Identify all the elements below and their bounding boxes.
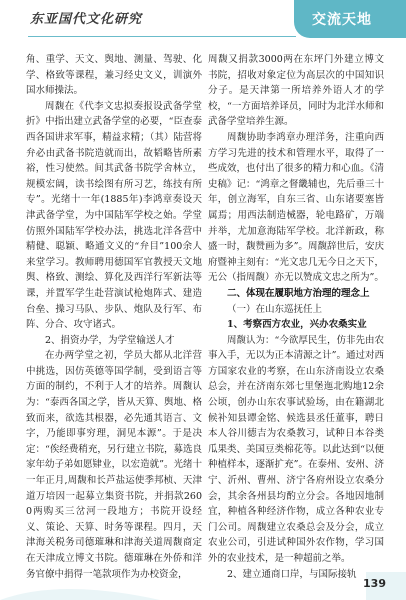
paragraph: 周馥又捐款3000两在东坪门外建立博文书院，招收对象定位为高层次的中国知识分子。是天津第一所培养外语人才的学校，“一方面培养译员，同时为北洋水师和武备学堂培养生源。 [208,54,384,128]
paragraph: 2、捐资办学，为学堂输送人才 [45,334,175,346]
paragraph: 在办两学堂之初，学员大都从北洋营中挑选，因仿英德等国学制，受到语言等方面的制约，不利于人才的培养。周馥认为：“泰西各国之学，皆从天算、舆地、格致而来，欲选其根器，必先通其语言、文字，乃能即事穷理，洞见本源”。于是决定：“俟经费稍充，另行建立书院，募选良家年幼子弟如愿肄业，以宏造就”。光绪十一年正月,周馥和长芦盐运使季邦桢、天津道万培因一起募立集资书院，并捐款2600两购买三岔河一段地方；书院开设经义、策论、天算、时务等课程。四月，天津海关税务司德璀琳和津海关道周馥商定在天津成立博文书院。德璀琳在外侨和洋务官僚中捐得一笔款项作为办校资金， [26,350,202,580]
paragraph: 周馥在《代李文忠拟奏报设武备学堂折》中指出建立武备学堂的必要，“臣查泰西各国讲求军事，精益求精；（其）陆营将弁必由武备书院造就而出，故韬略皆所素裕，性习使然。间其武备书院学舍林立，规模宏阔，读书绘图有所习艺，练技有所专”。光绪十一年(1885年)李鸿章奏设天津武备学堂，为中国陆军学校之始。学堂仿照外国陆军学校办法，挑选北洋各营中精健、聪颖、略通文义的“弁目”100余人来堂学习。教师聘用德国军官教授天文地舆、格致、测绘、算化及西洋行军新法等课，并置军学生赴营演试枪炮阵式、建造台垒、操习马队、步队、炮队及行军、布阵、分合、攻守诸式。 [26,100,202,331]
section-heading: 二、体现在履职地方治理的理念上 [227,287,370,299]
section-tab [294,0,406,38]
paragraph: 周馥协助李鸿章办理洋务，注重向西方学习先进的技术和管理水平，取得了一些成效，也付出了很多的精力和心血。《清史稿》记：“鸿章之督畿辅也，先后垂三十年，创立海军，自东三省、山东诸要塞皆属焉；用西法制造械器，轮电路矿，万端并举，尤加意海陆军学校。北洋新政，称盛一时，馥赞画为多”。周馥辞世后，安庆府暨神主刻有：“光文忠几无今日之天下，无公（指周馥）亦无以赞成文忠之所为”。 [208,131,384,284]
sub-subsection-heading: 1、考察西方农业，兴办农桑实业 [227,319,367,331]
paragraph: 2、建立通商口岸，与国际接轨 [227,568,357,580]
page-number: 139 [363,577,386,590]
left-column [26,52,202,582]
journal-title: 东亚国代文化研究 [30,12,143,27]
right-column [208,52,384,582]
paragraph: 周馥认为：“今欲厚民生，仿非先由农事入手，无以为正本清源之计”。通过对西方国家农业的考察，在山东济南设立农桑总会，并在济南东郊七里堡迤北购地12余公顷，创办山东农事试验场，由在籍湖北候补知县谭金铭、候选县丞任董事，聘日本人谷川德吉为农桑教习，试种日本谷类瓜果类、美国豆类棉花等。以此达到“以便种植样本，逐渐扩充”。在泰州、安州、济宁、沂州、曹州、济宁各府州设立农桑分会，其余各州县均酌立分会。各地因地制宜，种植各种经济作物，成立各种农业专门公司。周馥建立农桑总会及分会，成立农业公司，引进试种国外农作物，学习国外的农业技术，是一种超前之举。 [208,334,384,564]
decorative-swoosh [0,560,160,600]
section-title: 交流天地 [312,12,372,28]
paragraph: 角、重学、天文、舆地、测量、驾驶、化学、格致等课程，兼习经史文义，训演外国水师操法。 [26,54,202,97]
header-rule [28,36,296,37]
page-header [0,0,406,40]
subsection-heading: （一）在山东巡抚任上 [227,303,323,315]
